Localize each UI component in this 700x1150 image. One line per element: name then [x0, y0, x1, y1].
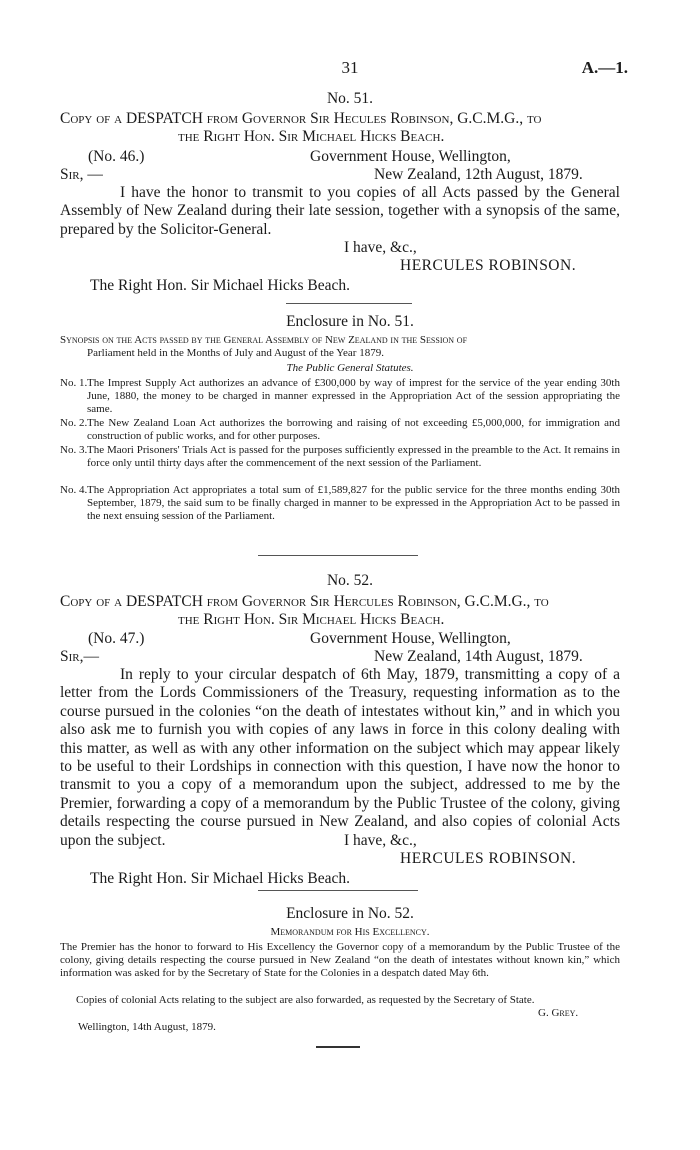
- statute-number: No. 1.: [60, 377, 88, 389]
- paper-reference: A.—1.: [581, 58, 628, 77]
- despatch-number: No. 51.: [326, 90, 374, 107]
- despatch-addressee: The Right Hon. Sir Michael Hicks Beach.: [90, 277, 351, 294]
- despatch-closing: I have, &c.,: [344, 239, 417, 256]
- statute-item: [60, 377, 620, 417]
- section-divider: [258, 890, 418, 891]
- despatch-signature: HERCULES ROBINSON.: [400, 257, 577, 274]
- despatch-title-line2: the Right Hon. Sir Michael Hicks Beach.: [178, 611, 445, 628]
- despatch-title-line1: Copy of a DESPATCH from Governor Sir Hecules Robinson, G.C.M.G., to: [60, 110, 542, 127]
- section-divider: [258, 555, 418, 556]
- despatch-date: New Zealand, 12th August, 1879.: [374, 166, 583, 183]
- statute-number: No. 4.: [60, 484, 88, 496]
- memorandum-dateline: Wellington, 14th August, 1879.: [78, 1021, 216, 1033]
- statute-item: [60, 417, 620, 444]
- statute-number: No. 2.: [60, 417, 88, 429]
- memorandum-paragraph: Copies of colonial Acts relating to the subject are also forwarded, as requested by the Secretary of State.: [76, 994, 535, 1006]
- statute-text: The Maori Prisoners' Trials Act is passed for the purposes sufficiently expressed in the preamble to the Act. It remains in force only until thirty days after the commencement of the next session of the Parliament.: [87, 444, 620, 470]
- despatch-place: Government House, Wellington,: [310, 630, 511, 647]
- despatch-body: In reply to your circular despatch of 6th May, 1879, transmitting a copy of a letter from the Lords Commissioners of the Treasury, requesting information as to the course pursued in the colonies “on the death of intestates without kin,” and in which you also ask me to furnish you with copies of any laws in force in this colony dealing with this matter, as well as with any other information on the subject which may appear likely to be useful to their Lordships in connection with this question, I have now the honor to transmit to you a copy of a memorandum upon the subject, addressed to me by the Premier, forwarding a copy of a memorandum by the Public Trustee of the colony, giving details respecting the course pursued in New Zealand, and also copies of colonial Acts upon the subject.: [60, 666, 620, 849]
- statute-text: The New Zealand Loan Act authorizes the borrowing and raising of not exceeding £5,000,000, for immigration and construction of public works, and for other purposes.: [87, 417, 620, 443]
- section-divider: [316, 1046, 360, 1048]
- statute-item: [60, 484, 620, 538]
- enclosure-heading: Enclosure in No. 52.: [286, 905, 414, 922]
- section-divider: [286, 303, 412, 304]
- page-number: 31: [341, 58, 359, 77]
- despatch-number: No. 52.: [326, 572, 374, 589]
- memorandum-signer: G. Grey.: [538, 1007, 579, 1019]
- synopsis-line1: Synopsis on the Acts passed by the General Assembly of New Zealand in the Session of: [60, 334, 468, 346]
- synopsis-line2: Parliament held in the Months of July and August of the Year 1879.: [87, 347, 384, 359]
- despatch-title-line2: the Right Hon. Sir Michael Hicks Beach.: [178, 128, 445, 145]
- statutes-subheading: The Public General Statutes.: [286, 362, 414, 374]
- despatch-ref-number: (No. 46.): [88, 148, 145, 165]
- despatch-signature: HERCULES ROBINSON.: [400, 850, 577, 867]
- statute-text: The Appropriation Act appropriates a total sum of £1,589,827 for the public service for the three months ending 30th September, 1879, the said sum to be finally charged in manner to be expressed in the Appropriation Act to be passed in the next ensuing session of the Parliament.: [87, 484, 620, 523]
- despatch-ref-number: (No. 47.): [88, 630, 145, 647]
- statute-text: The Imprest Supply Act authorizes an advance of £300,000 by way of imprest for the service of the year ending 30th June, 1880, the money to be charged in manner expressed in the Appropriation Act of the session appropriating the same.: [87, 377, 620, 416]
- statute-item: [60, 444, 620, 484]
- memorandum-heading: Memorandum for His Excellency.: [270, 926, 430, 938]
- despatch-salutation: Sir, —: [60, 166, 103, 183]
- despatch-place: Government House, Wellington,: [310, 148, 511, 165]
- despatch-closing: I have, &c.,: [344, 832, 417, 849]
- statute-number: No. 3.: [60, 444, 88, 456]
- despatch-salutation: Sir,—: [60, 648, 99, 665]
- despatch-body: I have the honor to transmit to you copies of all Acts passed by the General Assembly of New Zealand during their late session, together with a synopsis of the same, prepared by the Solicitor-General.: [60, 184, 620, 238]
- enclosure-heading: Enclosure in No. 51.: [286, 313, 414, 330]
- despatch-date: New Zealand, 14th August, 1879.: [374, 648, 583, 665]
- despatch-title-line1: Copy of a DESPATCH from Governor Sir Hercules Robinson, G.C.M.G., to: [60, 593, 549, 610]
- memorandum-paragraph: The Premier has the honor to forward to His Excellency the Governor copy of a memorandum by the Public Trustee of the colony, giving details respecting the course pursued in New Zealand “on the death of intestates without known kin,” which information was asked for by the Secretary of State for the Colonies in a despatch dated May 6th.: [60, 941, 620, 980]
- despatch-addressee: The Right Hon. Sir Michael Hicks Beach.: [90, 870, 351, 887]
